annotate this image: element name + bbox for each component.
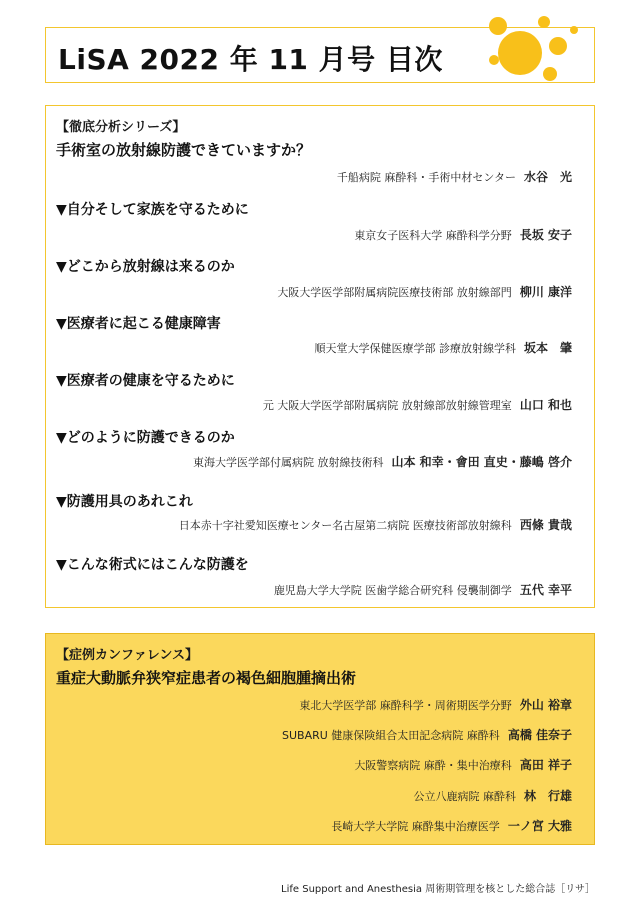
series-label: 【徹底分析シリーズ】 bbox=[56, 120, 186, 135]
affiliation: 東北大学医学部 麻酔科学・周術期医学分野 bbox=[299, 699, 512, 712]
case-author bbox=[282, 726, 572, 743]
section-author bbox=[179, 516, 572, 533]
author-name: 外山 裕章 bbox=[519, 698, 572, 712]
author-name: 高田 祥子 bbox=[519, 758, 572, 772]
section-title[interactable]: ▼防護用具のあれこれ bbox=[56, 494, 193, 510]
series-lead-author bbox=[337, 168, 572, 185]
section-title[interactable]: ▼どのように防護できるのか bbox=[56, 430, 235, 446]
author-name: 柳川 康洋 bbox=[519, 285, 572, 299]
case-label: 【症例カンファレンス】 bbox=[56, 648, 199, 663]
author-name: 林 行雄 bbox=[523, 789, 572, 803]
section-author bbox=[274, 581, 572, 598]
series-box bbox=[45, 105, 595, 608]
section-title[interactable]: ▼医療者の健康を守るために bbox=[56, 373, 235, 389]
author-name: 山口 和也 bbox=[519, 398, 572, 412]
author-name: 長坂 安子 bbox=[519, 228, 572, 242]
section-author bbox=[277, 283, 572, 300]
case-author bbox=[354, 756, 572, 773]
affiliation: 東海大学医学部付属病院 放射線技術科 bbox=[192, 456, 384, 469]
case-author bbox=[413, 787, 572, 804]
affiliation: 大阪大学医学部附属病院医療技術部 放射線部門 bbox=[277, 286, 512, 299]
series-title[interactable]: 手術室の放射線防護できていますか？ bbox=[56, 141, 312, 159]
affiliation: 鹿児島大学大学院 医歯学総合研究科 侵襲制御学 bbox=[273, 584, 512, 597]
footer-text: Life Support and Anesthesia 周術期管理を核とした総合誌［リサ］ bbox=[281, 884, 595, 895]
affiliation: 日本赤十字社愛知医療センター名古屋第二病院 医療技術部放射線科 bbox=[178, 519, 512, 532]
affiliation: 公立八鹿病院 麻酔科 bbox=[413, 790, 516, 803]
affiliation: 東京女子医科大学 麻酔科学分野 bbox=[354, 229, 512, 242]
section-author bbox=[354, 226, 572, 243]
author-name: 山本 和幸・會田 直史・藤嶋 啓介 bbox=[391, 455, 572, 469]
affiliation: 大阪警察病院 麻酔・集中治療科 bbox=[354, 759, 512, 772]
case-title[interactable]: 重症大動脈弁狭窄症患者の褐色細胞腫摘出術 bbox=[56, 669, 357, 687]
author-name: 高橋 佳奈子 bbox=[507, 728, 572, 742]
section-title[interactable]: ▼医療者に起こる健康障害 bbox=[56, 316, 221, 332]
affiliation: 長崎大学大学院 麻酔集中治療医学 bbox=[331, 820, 500, 833]
affiliation: 千船病院 麻酔科・手術中材センター bbox=[336, 171, 516, 184]
section-author bbox=[263, 396, 572, 413]
section-title[interactable]: ▼自分そして家族を守るために bbox=[56, 202, 249, 218]
author-name: 五代 幸平 bbox=[519, 583, 572, 597]
affiliation: 順天堂大学保健医療学部 診療放射線学科 bbox=[314, 342, 516, 355]
section-author bbox=[314, 339, 572, 356]
section-title[interactable]: ▼こんな術式にはこんな防護を bbox=[56, 557, 249, 573]
author-name: 水谷 光 bbox=[523, 170, 572, 184]
affiliation: SUBARU 健康保険組合太田記念病院 麻酔科 bbox=[282, 729, 500, 742]
case-conference-box bbox=[45, 633, 595, 845]
page-title: LiSA 2022 年 11 月号 目次 bbox=[58, 43, 443, 76]
affiliation: 元 大阪大学医学部附属病院 放射線部放射線管理室 bbox=[262, 399, 512, 412]
author-name: 坂本 肇 bbox=[523, 341, 572, 355]
author-name: 西條 貴哉 bbox=[519, 518, 572, 532]
case-author bbox=[331, 817, 572, 834]
section-title[interactable]: ▼どこから放射線は来るのか bbox=[56, 259, 235, 275]
decorative-dots-icon bbox=[470, 8, 590, 98]
section-author bbox=[193, 453, 572, 470]
author-name: 一ノ宮 大雅 bbox=[507, 819, 572, 833]
case-author bbox=[299, 696, 572, 713]
